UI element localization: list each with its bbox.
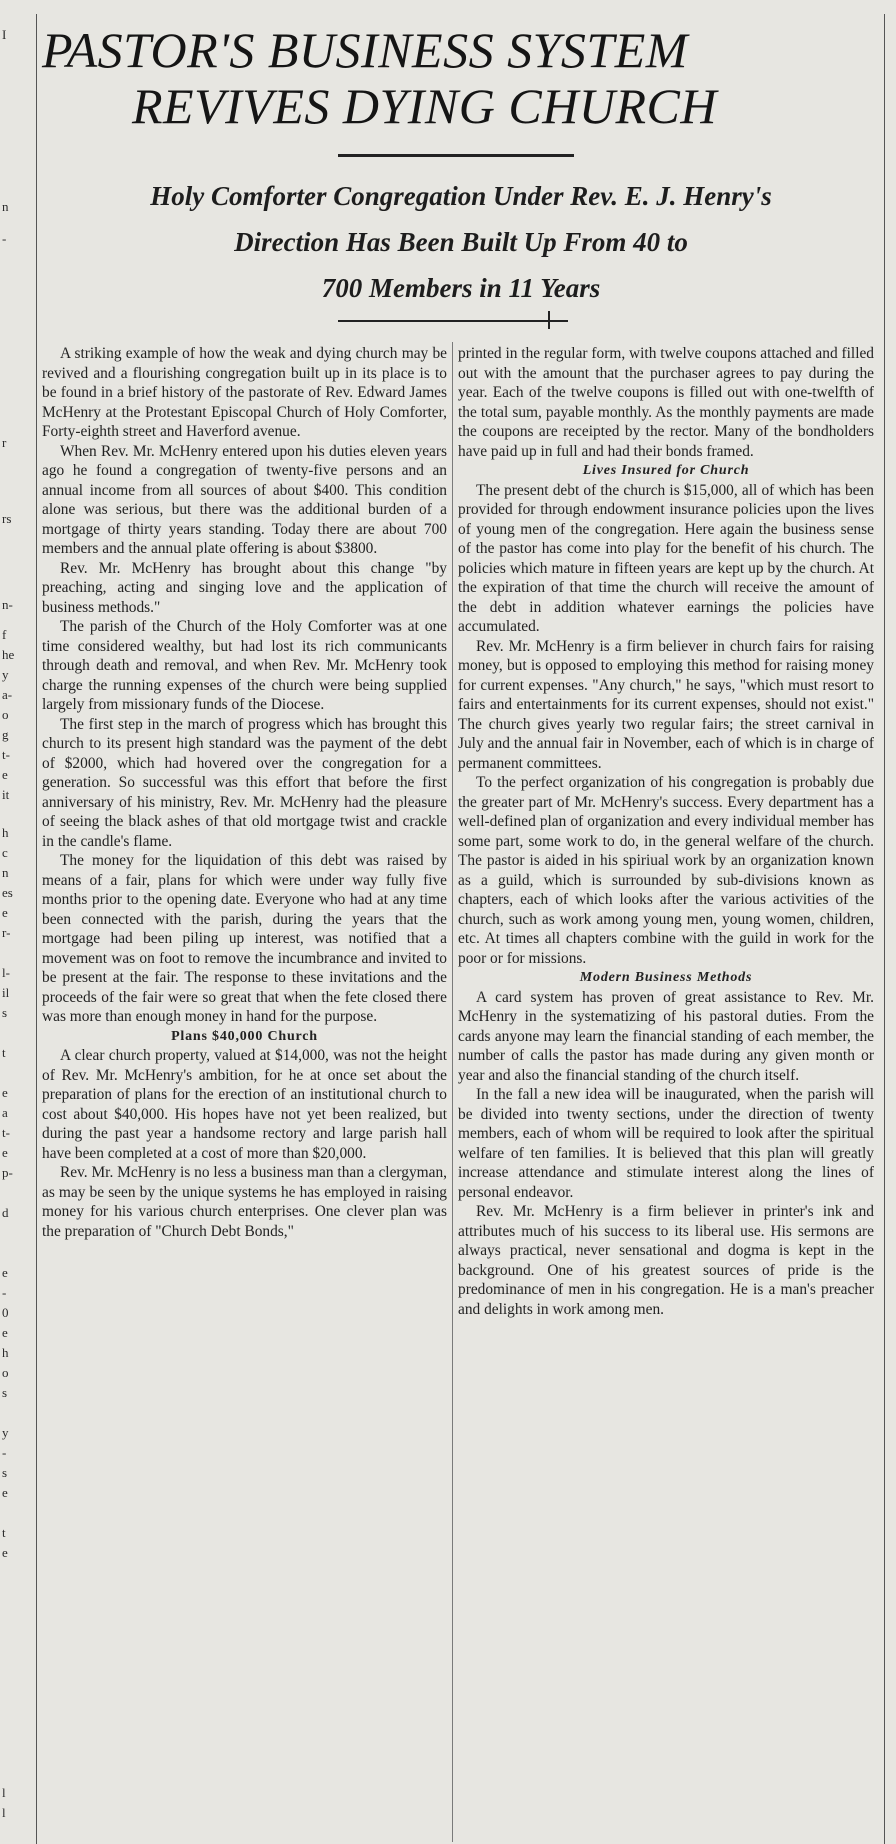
paragraph: Rev. Mr. McHenry is a firm believer in church fairs for raising money, but is opposed to employing this method for raising money for current expenses. "Any church," he says, "which must resort to fairs and entertainments for its current expenses, should not exist." The church gives yearly two regular fairs; the street carnival in July and the annual fair in November, each of which is in charge of permanent committees. bbox=[458, 637, 874, 772]
margin-fragment: e bbox=[2, 1085, 8, 1100]
margin-fragment: I bbox=[2, 27, 7, 42]
margin-fragment: o bbox=[2, 1365, 9, 1380]
margin-fragment: s bbox=[2, 1005, 8, 1020]
margin-fragment: n bbox=[2, 199, 9, 214]
margin-fragment: y bbox=[2, 1425, 9, 1440]
margin-fragment: es bbox=[2, 885, 13, 900]
paragraph: In the fall a new idea will be inaugurated, when the parish will be divided into twenty sections, under the direction of twenty members, each of whom will be required to look after the spiritual welfare of ten families. It is believed that this plan will greatly increase attendance and stimulate interest along the lines of personal endeavor. bbox=[458, 1086, 874, 1201]
margin-fragment: a- bbox=[2, 687, 13, 702]
headline bbox=[40, 22, 882, 134]
margin-fragment: t- bbox=[2, 1125, 10, 1140]
paragraph: A card system has proven of great assistance to Rev. Mr. McHenry in the systematizing of his pastoral duties. From the cards anyone may learn the financial standing of each member, the number of calls the pastor has made during any given month or year and also the financial standing of the church itself. bbox=[458, 988, 874, 1084]
paragraph: Rev. Mr. McHenry is a firm believer in printer's ink and attributes much of his success to its liberal use. His sermons are always practical, never sensational and dogma is kept in the background. One of his greatest sources of pride is the predominance of men in his congregation. He is a man's preacher and delights in work among men. bbox=[458, 1203, 874, 1318]
paragraph: Rev. Mr. McHenry is no less a business man than a clergyman, as may be seen by the unique systems he has employed in raising money for his various church enterprises. One clever plan was the preparation of "Church Debt Bonds," bbox=[42, 1164, 447, 1240]
column-rule-left bbox=[36, 14, 37, 1844]
paragraph: The parish of the Church of the Holy Comforter was at one time considered wealthy, but had lost its rich communicants through death and removal, and when Rev. Mr. McHenry took charge the running expenses of the church were being supplied largely from missionary funds of the Diocese. bbox=[42, 618, 447, 713]
margin-fragment: c bbox=[2, 845, 8, 860]
margin-fragment: g bbox=[2, 727, 9, 742]
margin-fragment: l bbox=[2, 1785, 6, 1800]
paragraph: printed in the regular form, with twelve coupons attached and filled out with the amount that the purchaser agrees to pay during the year. Each of the twelve coupons is filled out with one-twelfth of the total sum, payable monthly. As the monthly payments are made the coupons are receipted by the rector. Many of the bondholders have paid up in full and had their bonds framed. bbox=[458, 345, 874, 460]
paragraph: When Rev. Mr. McHenry entered upon his duties eleven years ago he found a congregation of twenty-five persons and an annual income from all sources of about $400. This condition alone was serious, but there was the additional burden of a mortgage of thirty years standing. Today there are about 700 members and the annual plate offering is about $3800. bbox=[42, 442, 447, 557]
margin-fragment: 0 bbox=[2, 1305, 9, 1320]
margin-fragment: a bbox=[2, 1105, 8, 1120]
margin-fragment: t bbox=[2, 1045, 6, 1060]
margin-fragment: t- bbox=[2, 747, 10, 762]
margin-fragment: s bbox=[2, 1385, 8, 1400]
article-column-2 bbox=[458, 344, 874, 1319]
margin-fragment: e bbox=[2, 905, 8, 920]
margin-fragment: - bbox=[2, 1445, 7, 1460]
column-divider bbox=[452, 342, 453, 1842]
subheadline-line-1: Holy Comforter Congregation Under Rev. E. J. Henry's bbox=[150, 181, 772, 211]
subheadline-line-3: 700 Members in 11 Years bbox=[321, 273, 601, 303]
margin-fragment: l bbox=[2, 1805, 6, 1820]
section-heading: Modern Business Methods bbox=[579, 970, 753, 985]
section-heading: Plans $40,000 Church bbox=[171, 1028, 318, 1044]
headline-line-1: PASTOR'S BUSINESS SYSTEM bbox=[42, 22, 688, 78]
margin-fragment: l- bbox=[2, 965, 10, 980]
margin-fragment: r- bbox=[2, 925, 11, 940]
subheadline bbox=[40, 173, 882, 311]
margin-fragment: il bbox=[2, 985, 10, 1000]
margin-fragment: o bbox=[2, 707, 9, 722]
subhead-divider bbox=[338, 320, 568, 322]
paragraph: Rev. Mr. McHenry has brought about this change "by preaching, acting and singing love and the application of business methods." bbox=[42, 559, 447, 616]
margin-fragment: f bbox=[2, 627, 7, 642]
margin-fragment: it bbox=[2, 787, 10, 802]
margin-fragment: e bbox=[2, 1325, 8, 1340]
margin-fragment: - bbox=[2, 1285, 7, 1300]
margin-fragment: n- bbox=[2, 597, 13, 612]
paragraph: A clear church property, valued at $14,000, was not the height of Rev. Mr. McHenry's ambition, for he at once set about the preparation of plans for the erection of an institutional church to cost about $40,000. His hopes have not yet been realized, but during the past year a handsome rectory and large parish hall have been completed at a cost of more than $20,000. bbox=[42, 1047, 447, 1162]
margin-fragment: e bbox=[2, 1485, 8, 1500]
margin-fragment: rs bbox=[2, 511, 12, 526]
paragraph: To the perfect organization of his congregation is probably due the greater part of Mr. McHenry's success. Every department has a well-defined plan of organization and every individual member has some part, some work to do, in the general welfare of the church. The pastor is aided in his spiriual work by an organization known as a guild, which is surrounded by sub-divisions known as chapters, each of which looks after the various activities of the church, such as work among young men, young women, children, etc. At times all chapters combine with the guild in work for the poor or for missions. bbox=[458, 774, 874, 967]
margin-fragment: p- bbox=[2, 1165, 13, 1180]
article-column-1 bbox=[42, 344, 447, 1241]
margin-fragment: s bbox=[2, 1465, 8, 1480]
margin-fragment: e bbox=[2, 1145, 8, 1160]
section-heading: Lives Insured for Church bbox=[582, 463, 750, 478]
subheadline-line-2: Direction Has Been Built Up From 40 to bbox=[234, 227, 688, 257]
margin-fragment: h bbox=[2, 825, 9, 840]
column-rule-right bbox=[884, 14, 885, 1844]
paragraph: The present debt of the church is $15,000, all of which has been provided for through endowment insurance policies upon the lives of young men of the congregation. Here again the business sense of the pastor has come into play for the benefit of his church. The policies which mature in fifteen years are kept up by the church. At the expiration of that time the church will receive the amount of the debt in addition whatever earnings the policies have accumulated. bbox=[458, 481, 874, 635]
margin-fragment: - bbox=[2, 231, 7, 246]
margin-fragment: n bbox=[2, 865, 9, 880]
margin-fragment: y bbox=[2, 667, 9, 682]
paragraph: The first step in the march of progress which has brought this church to its present high standard was the payment of the debt of $2000, which had hovered over the congregation for a generation. So successful was this effort that before the first anniversary of his ministry, Rev. Mr. McHenry had the pleasure of seeing the black ashes of that old mortgage twist and crackle in the candle's flame. bbox=[42, 715, 447, 850]
margin-fragment: r bbox=[2, 435, 7, 450]
margin-fragment: h bbox=[2, 1345, 9, 1360]
headline-line-2: REVIVES DYING CHURCH bbox=[132, 78, 717, 134]
margin-fragment: t bbox=[2, 1525, 6, 1540]
margin-fragment: he bbox=[2, 647, 15, 662]
margin-fragment: e bbox=[2, 1545, 8, 1560]
adjacent-column-fragment bbox=[0, 0, 34, 1844]
subhead-divider-ornament bbox=[548, 311, 550, 329]
headline-divider bbox=[338, 154, 574, 157]
margin-fragment: e bbox=[2, 767, 8, 782]
paragraph: The money for the liquidation of this debt was raised by means of a fair, plans for which were under way fully five months prior to the opening date. Everyone who had at any time been connected with the parish, during the years that the mortgage had been piling up interest, was notified that a movement was on foot to remove the incumbrance and invited to be present at the fair. The response to these invitations and the proceeds of the fair were so great that when the fete closed there was more than enough money in hand for the purpose. bbox=[42, 852, 447, 1025]
paragraph: A striking example of how the weak and dying church may be revived and a flourishing congregation built up in its place is to be found in a brief history of the pastorate of Rev. Edward James McHenry at the Protestant Episcopal Church of Holy Comforter, Forty-eighth street and Haverford avenue. bbox=[42, 345, 447, 440]
margin-fragment: e bbox=[2, 1265, 8, 1280]
margin-fragment: d bbox=[2, 1205, 9, 1220]
